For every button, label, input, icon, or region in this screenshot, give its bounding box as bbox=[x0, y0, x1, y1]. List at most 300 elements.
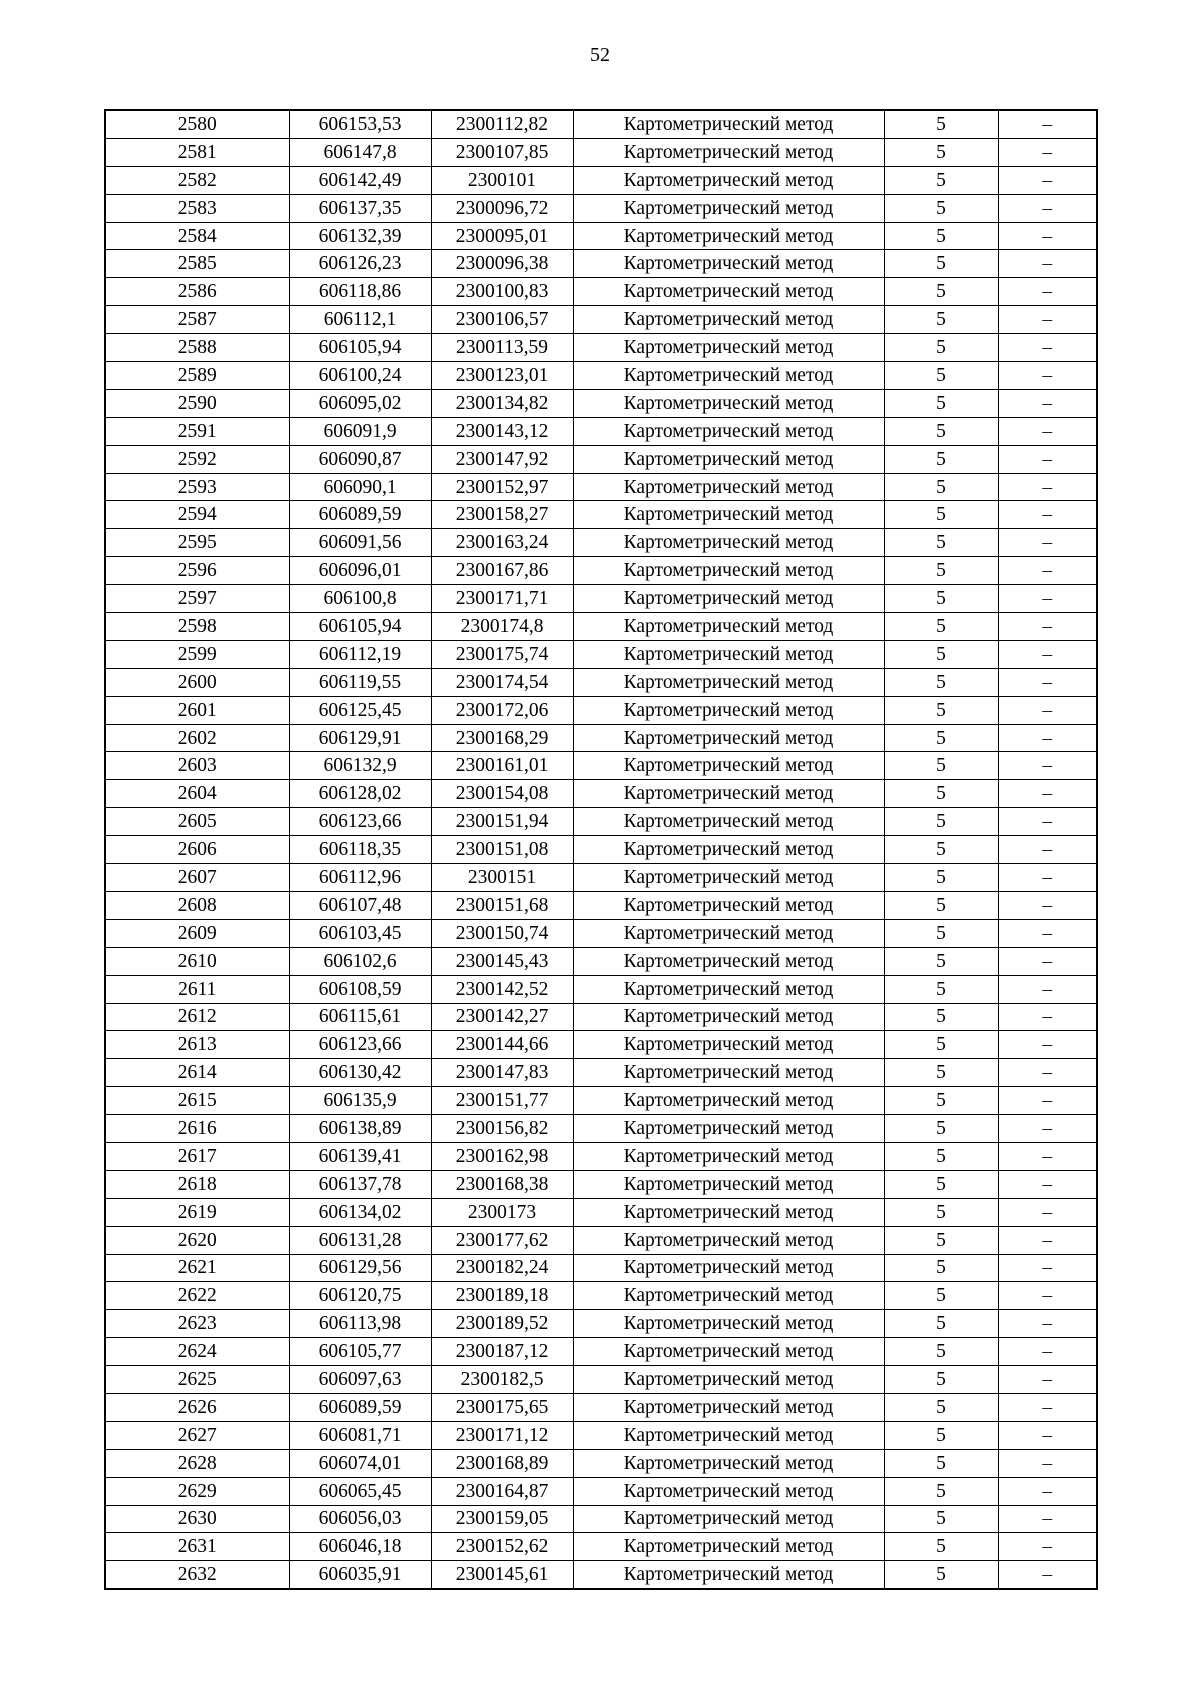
x-coordinate-cell: 606130,42 bbox=[289, 1059, 431, 1087]
y-coordinate-cell: 2300175,65 bbox=[431, 1393, 573, 1421]
table-row bbox=[105, 362, 1097, 390]
method-cell: Картометрический метод bbox=[573, 501, 884, 529]
method-cell: Картометрический метод bbox=[573, 947, 884, 975]
y-coordinate-cell: 2300151 bbox=[431, 864, 573, 892]
y-coordinate-cell: 2300152,97 bbox=[431, 473, 573, 501]
y-coordinate-cell: 2300175,74 bbox=[431, 640, 573, 668]
method-cell: Картометрический метод bbox=[573, 110, 884, 138]
x-coordinate-cell: 606125,45 bbox=[289, 696, 431, 724]
accuracy-cell: 5 bbox=[884, 613, 998, 641]
point-number-cell: 2624 bbox=[105, 1338, 289, 1366]
table-row bbox=[105, 334, 1097, 362]
accuracy-cell: 5 bbox=[884, 668, 998, 696]
table-row bbox=[105, 1449, 1097, 1477]
note-cell: – bbox=[998, 1533, 1097, 1561]
point-number-cell: 2594 bbox=[105, 501, 289, 529]
accuracy-cell: 5 bbox=[884, 919, 998, 947]
y-coordinate-cell: 2300174,8 bbox=[431, 613, 573, 641]
table-row bbox=[105, 668, 1097, 696]
x-coordinate-cell: 606129,56 bbox=[289, 1254, 431, 1282]
method-cell: Картометрический метод bbox=[573, 334, 884, 362]
point-number-cell: 2621 bbox=[105, 1254, 289, 1282]
accuracy-cell: 5 bbox=[884, 836, 998, 864]
note-cell: – bbox=[998, 306, 1097, 334]
table-row bbox=[105, 1170, 1097, 1198]
y-coordinate-cell: 2300182,24 bbox=[431, 1254, 573, 1282]
point-number-cell: 2601 bbox=[105, 696, 289, 724]
method-cell: Картометрический метод bbox=[573, 919, 884, 947]
x-coordinate-cell: 606113,98 bbox=[289, 1310, 431, 1338]
table-row bbox=[105, 1505, 1097, 1533]
x-coordinate-cell: 606105,94 bbox=[289, 613, 431, 641]
accuracy-cell: 5 bbox=[884, 250, 998, 278]
note-cell: – bbox=[998, 724, 1097, 752]
accuracy-cell: 5 bbox=[884, 1254, 998, 1282]
point-number-cell: 2607 bbox=[105, 864, 289, 892]
x-coordinate-cell: 606153,53 bbox=[289, 110, 431, 138]
x-coordinate-cell: 606128,02 bbox=[289, 780, 431, 808]
note-cell: – bbox=[998, 836, 1097, 864]
point-number-cell: 2592 bbox=[105, 445, 289, 473]
method-cell: Картометрический метод bbox=[573, 724, 884, 752]
table-row bbox=[105, 1310, 1097, 1338]
accuracy-cell: 5 bbox=[884, 1533, 998, 1561]
accuracy-cell: 5 bbox=[884, 947, 998, 975]
accuracy-cell: 5 bbox=[884, 780, 998, 808]
y-coordinate-cell: 2300144,66 bbox=[431, 1031, 573, 1059]
accuracy-cell: 5 bbox=[884, 473, 998, 501]
table-row bbox=[105, 752, 1097, 780]
method-cell: Картометрический метод bbox=[573, 306, 884, 334]
table-row bbox=[105, 166, 1097, 194]
accuracy-cell: 5 bbox=[884, 222, 998, 250]
note-cell: – bbox=[998, 864, 1097, 892]
method-cell: Картометрический метод bbox=[573, 138, 884, 166]
note-cell: – bbox=[998, 557, 1097, 585]
x-coordinate-cell: 606138,89 bbox=[289, 1115, 431, 1143]
table-row bbox=[105, 529, 1097, 557]
y-coordinate-cell: 2300164,87 bbox=[431, 1477, 573, 1505]
point-number-cell: 2616 bbox=[105, 1115, 289, 1143]
method-cell: Картометрический метод bbox=[573, 1115, 884, 1143]
accuracy-cell: 5 bbox=[884, 1477, 998, 1505]
accuracy-cell: 5 bbox=[884, 1031, 998, 1059]
coordinates-table bbox=[104, 109, 1098, 1590]
table-row bbox=[105, 138, 1097, 166]
note-cell: – bbox=[998, 1393, 1097, 1421]
y-coordinate-cell: 2300134,82 bbox=[431, 389, 573, 417]
point-number-cell: 2587 bbox=[105, 306, 289, 334]
accuracy-cell: 5 bbox=[884, 501, 998, 529]
note-cell: – bbox=[998, 166, 1097, 194]
method-cell: Картометрический метод bbox=[573, 1449, 884, 1477]
method-cell: Картометрический метод bbox=[573, 836, 884, 864]
x-coordinate-cell: 606096,01 bbox=[289, 557, 431, 585]
note-cell: – bbox=[998, 808, 1097, 836]
y-coordinate-cell: 2300177,62 bbox=[431, 1226, 573, 1254]
table-row bbox=[105, 278, 1097, 306]
coordinates-table-body bbox=[105, 110, 1097, 1589]
y-coordinate-cell: 2300100,83 bbox=[431, 278, 573, 306]
x-coordinate-cell: 606134,02 bbox=[289, 1198, 431, 1226]
accuracy-cell: 5 bbox=[884, 1059, 998, 1087]
x-coordinate-cell: 606137,78 bbox=[289, 1170, 431, 1198]
method-cell: Картометрический метод bbox=[573, 557, 884, 585]
accuracy-cell: 5 bbox=[884, 724, 998, 752]
method-cell: Картометрический метод bbox=[573, 1533, 884, 1561]
x-coordinate-cell: 606102,6 bbox=[289, 947, 431, 975]
note-cell: – bbox=[998, 389, 1097, 417]
x-coordinate-cell: 606107,48 bbox=[289, 891, 431, 919]
table-row bbox=[105, 1282, 1097, 1310]
y-coordinate-cell: 2300152,62 bbox=[431, 1533, 573, 1561]
method-cell: Картометрический метод bbox=[573, 668, 884, 696]
method-cell: Картометрический метод bbox=[573, 1087, 884, 1115]
x-coordinate-cell: 606090,1 bbox=[289, 473, 431, 501]
table-row bbox=[105, 250, 1097, 278]
note-cell: – bbox=[998, 891, 1097, 919]
accuracy-cell: 5 bbox=[884, 389, 998, 417]
x-coordinate-cell: 606132,39 bbox=[289, 222, 431, 250]
x-coordinate-cell: 606120,75 bbox=[289, 1282, 431, 1310]
accuracy-cell: 5 bbox=[884, 696, 998, 724]
point-number-cell: 2586 bbox=[105, 278, 289, 306]
point-number-cell: 2598 bbox=[105, 613, 289, 641]
accuracy-cell: 5 bbox=[884, 975, 998, 1003]
table-row bbox=[105, 1477, 1097, 1505]
method-cell: Картометрический метод bbox=[573, 1031, 884, 1059]
point-number-cell: 2618 bbox=[105, 1170, 289, 1198]
y-coordinate-cell: 2300113,59 bbox=[431, 334, 573, 362]
table-row bbox=[105, 1115, 1097, 1143]
note-cell: – bbox=[998, 1059, 1097, 1087]
accuracy-cell: 5 bbox=[884, 1142, 998, 1170]
page-number: 52 bbox=[590, 44, 610, 66]
point-number-cell: 2600 bbox=[105, 668, 289, 696]
note-cell: – bbox=[998, 1142, 1097, 1170]
y-coordinate-cell: 2300151,68 bbox=[431, 891, 573, 919]
y-coordinate-cell: 2300096,72 bbox=[431, 194, 573, 222]
point-number-cell: 2630 bbox=[105, 1505, 289, 1533]
point-number-cell: 2593 bbox=[105, 473, 289, 501]
note-cell: – bbox=[998, 194, 1097, 222]
point-number-cell: 2629 bbox=[105, 1477, 289, 1505]
y-coordinate-cell: 2300142,27 bbox=[431, 1003, 573, 1031]
table-row bbox=[105, 473, 1097, 501]
y-coordinate-cell: 2300162,98 bbox=[431, 1142, 573, 1170]
x-coordinate-cell: 606100,8 bbox=[289, 585, 431, 613]
x-coordinate-cell: 606105,94 bbox=[289, 334, 431, 362]
table-row bbox=[105, 696, 1097, 724]
note-cell: – bbox=[998, 529, 1097, 557]
accuracy-cell: 5 bbox=[884, 1393, 998, 1421]
accuracy-cell: 5 bbox=[884, 306, 998, 334]
accuracy-cell: 5 bbox=[884, 1087, 998, 1115]
x-coordinate-cell: 606091,9 bbox=[289, 417, 431, 445]
table-row bbox=[105, 1031, 1097, 1059]
method-cell: Картометрический метод bbox=[573, 1366, 884, 1394]
table-row bbox=[105, 613, 1097, 641]
x-coordinate-cell: 606046,18 bbox=[289, 1533, 431, 1561]
x-coordinate-cell: 606126,23 bbox=[289, 250, 431, 278]
note-cell: – bbox=[998, 696, 1097, 724]
x-coordinate-cell: 606137,35 bbox=[289, 194, 431, 222]
y-coordinate-cell: 2300095,01 bbox=[431, 222, 573, 250]
note-cell: – bbox=[998, 1170, 1097, 1198]
y-coordinate-cell: 2300168,38 bbox=[431, 1170, 573, 1198]
y-coordinate-cell: 2300147,92 bbox=[431, 445, 573, 473]
table-row bbox=[105, 780, 1097, 808]
note-cell: – bbox=[998, 1505, 1097, 1533]
accuracy-cell: 5 bbox=[884, 1449, 998, 1477]
note-cell: – bbox=[998, 278, 1097, 306]
table-row bbox=[105, 557, 1097, 585]
table-row bbox=[105, 306, 1097, 334]
table-row bbox=[105, 1087, 1097, 1115]
note-cell: – bbox=[998, 613, 1097, 641]
x-coordinate-cell: 606132,9 bbox=[289, 752, 431, 780]
accuracy-cell: 5 bbox=[884, 194, 998, 222]
x-coordinate-cell: 606129,91 bbox=[289, 724, 431, 752]
accuracy-cell: 5 bbox=[884, 1310, 998, 1338]
y-coordinate-cell: 2300154,08 bbox=[431, 780, 573, 808]
method-cell: Картометрический метод bbox=[573, 1421, 884, 1449]
table-row bbox=[105, 1533, 1097, 1561]
table-row bbox=[105, 864, 1097, 892]
table-row bbox=[105, 1254, 1097, 1282]
table-row bbox=[105, 891, 1097, 919]
y-coordinate-cell: 2300174,54 bbox=[431, 668, 573, 696]
x-coordinate-cell: 606090,87 bbox=[289, 445, 431, 473]
note-cell: – bbox=[998, 640, 1097, 668]
x-coordinate-cell: 606035,91 bbox=[289, 1561, 431, 1589]
table-row bbox=[105, 1366, 1097, 1394]
table-row bbox=[105, 194, 1097, 222]
y-coordinate-cell: 2300168,29 bbox=[431, 724, 573, 752]
note-cell: – bbox=[998, 362, 1097, 390]
method-cell: Картометрический метод bbox=[573, 864, 884, 892]
accuracy-cell: 5 bbox=[884, 417, 998, 445]
method-cell: Картометрический метод bbox=[573, 445, 884, 473]
x-coordinate-cell: 606119,55 bbox=[289, 668, 431, 696]
note-cell: – bbox=[998, 222, 1097, 250]
note-cell: – bbox=[998, 1198, 1097, 1226]
note-cell: – bbox=[998, 1310, 1097, 1338]
accuracy-cell: 5 bbox=[884, 1115, 998, 1143]
accuracy-cell: 5 bbox=[884, 752, 998, 780]
table-row bbox=[105, 724, 1097, 752]
accuracy-cell: 5 bbox=[884, 640, 998, 668]
accuracy-cell: 5 bbox=[884, 334, 998, 362]
method-cell: Картометрический метод bbox=[573, 1393, 884, 1421]
method-cell: Картометрический метод bbox=[573, 1338, 884, 1366]
table-row bbox=[105, 836, 1097, 864]
point-number-cell: 2595 bbox=[105, 529, 289, 557]
x-coordinate-cell: 606081,71 bbox=[289, 1421, 431, 1449]
note-cell: – bbox=[998, 445, 1097, 473]
table-row bbox=[105, 640, 1097, 668]
method-cell: Картометрический метод bbox=[573, 362, 884, 390]
note-cell: – bbox=[998, 1031, 1097, 1059]
x-coordinate-cell: 606105,77 bbox=[289, 1338, 431, 1366]
y-coordinate-cell: 2300167,86 bbox=[431, 557, 573, 585]
accuracy-cell: 5 bbox=[884, 585, 998, 613]
x-coordinate-cell: 606142,49 bbox=[289, 166, 431, 194]
accuracy-cell: 5 bbox=[884, 891, 998, 919]
y-coordinate-cell: 2300123,01 bbox=[431, 362, 573, 390]
y-coordinate-cell: 2300172,06 bbox=[431, 696, 573, 724]
y-coordinate-cell: 2300159,05 bbox=[431, 1505, 573, 1533]
y-coordinate-cell: 2300145,61 bbox=[431, 1561, 573, 1589]
accuracy-cell: 5 bbox=[884, 1003, 998, 1031]
method-cell: Картометрический метод bbox=[573, 417, 884, 445]
note-cell: – bbox=[998, 1254, 1097, 1282]
accuracy-cell: 5 bbox=[884, 138, 998, 166]
method-cell: Картометрический метод bbox=[573, 1003, 884, 1031]
note-cell: – bbox=[998, 250, 1097, 278]
note-cell: – bbox=[998, 585, 1097, 613]
note-cell: – bbox=[998, 1421, 1097, 1449]
accuracy-cell: 5 bbox=[884, 166, 998, 194]
table-row bbox=[105, 1226, 1097, 1254]
method-cell: Картометрический метод bbox=[573, 891, 884, 919]
x-coordinate-cell: 606103,45 bbox=[289, 919, 431, 947]
point-number-cell: 2628 bbox=[105, 1449, 289, 1477]
method-cell: Картометрический метод bbox=[573, 1226, 884, 1254]
point-number-cell: 2627 bbox=[105, 1421, 289, 1449]
note-cell: – bbox=[998, 1003, 1097, 1031]
note-cell: – bbox=[998, 752, 1097, 780]
table-row bbox=[105, 1393, 1097, 1421]
y-coordinate-cell: 2300107,85 bbox=[431, 138, 573, 166]
table-row bbox=[105, 1561, 1097, 1589]
accuracy-cell: 5 bbox=[884, 529, 998, 557]
table-row bbox=[105, 975, 1097, 1003]
x-coordinate-cell: 606139,41 bbox=[289, 1142, 431, 1170]
y-coordinate-cell: 2300161,01 bbox=[431, 752, 573, 780]
y-coordinate-cell: 2300156,82 bbox=[431, 1115, 573, 1143]
point-number-cell: 2632 bbox=[105, 1561, 289, 1589]
x-coordinate-cell: 606112,19 bbox=[289, 640, 431, 668]
table-row bbox=[105, 445, 1097, 473]
point-number-cell: 2622 bbox=[105, 1282, 289, 1310]
method-cell: Картометрический метод bbox=[573, 780, 884, 808]
point-number-cell: 2589 bbox=[105, 362, 289, 390]
method-cell: Картометрический метод bbox=[573, 585, 884, 613]
note-cell: – bbox=[998, 668, 1097, 696]
method-cell: Картометрический метод bbox=[573, 1561, 884, 1589]
x-coordinate-cell: 606135,9 bbox=[289, 1087, 431, 1115]
accuracy-cell: 5 bbox=[884, 1226, 998, 1254]
table-row bbox=[105, 389, 1097, 417]
point-number-cell: 2588 bbox=[105, 334, 289, 362]
x-coordinate-cell: 606112,1 bbox=[289, 306, 431, 334]
note-cell: – bbox=[998, 473, 1097, 501]
y-coordinate-cell: 2300173 bbox=[431, 1198, 573, 1226]
method-cell: Картометрический метод bbox=[573, 389, 884, 417]
y-coordinate-cell: 2300143,12 bbox=[431, 417, 573, 445]
accuracy-cell: 5 bbox=[884, 445, 998, 473]
accuracy-cell: 5 bbox=[884, 557, 998, 585]
y-coordinate-cell: 2300163,24 bbox=[431, 529, 573, 557]
point-number-cell: 2596 bbox=[105, 557, 289, 585]
point-number-cell: 2606 bbox=[105, 836, 289, 864]
point-number-cell: 2623 bbox=[105, 1310, 289, 1338]
point-number-cell: 2604 bbox=[105, 780, 289, 808]
point-number-cell: 2608 bbox=[105, 891, 289, 919]
x-coordinate-cell: 606089,59 bbox=[289, 1393, 431, 1421]
point-number-cell: 2602 bbox=[105, 724, 289, 752]
method-cell: Картометрический метод bbox=[573, 166, 884, 194]
x-coordinate-cell: 606123,66 bbox=[289, 1031, 431, 1059]
method-cell: Картометрический метод bbox=[573, 640, 884, 668]
point-number-cell: 2612 bbox=[105, 1003, 289, 1031]
method-cell: Картометрический метод bbox=[573, 1254, 884, 1282]
point-number-cell: 2626 bbox=[105, 1393, 289, 1421]
note-cell: – bbox=[998, 1282, 1097, 1310]
table-row bbox=[105, 222, 1097, 250]
method-cell: Картометрический метод bbox=[573, 1477, 884, 1505]
x-coordinate-cell: 606100,24 bbox=[289, 362, 431, 390]
y-coordinate-cell: 2300142,52 bbox=[431, 975, 573, 1003]
x-coordinate-cell: 606118,35 bbox=[289, 836, 431, 864]
x-coordinate-cell: 606091,56 bbox=[289, 529, 431, 557]
note-cell: – bbox=[998, 1561, 1097, 1589]
point-number-cell: 2610 bbox=[105, 947, 289, 975]
y-coordinate-cell: 2300189,52 bbox=[431, 1310, 573, 1338]
note-cell: – bbox=[998, 919, 1097, 947]
method-cell: Картометрический метод bbox=[573, 1170, 884, 1198]
method-cell: Картометрический метод bbox=[573, 529, 884, 557]
note-cell: – bbox=[998, 1115, 1097, 1143]
point-number-cell: 2613 bbox=[105, 1031, 289, 1059]
accuracy-cell: 5 bbox=[884, 1561, 998, 1589]
x-coordinate-cell: 606112,96 bbox=[289, 864, 431, 892]
accuracy-cell: 5 bbox=[884, 278, 998, 306]
method-cell: Картометрический метод bbox=[573, 1198, 884, 1226]
method-cell: Картометрический метод bbox=[573, 1142, 884, 1170]
accuracy-cell: 5 bbox=[884, 808, 998, 836]
point-number-cell: 2605 bbox=[105, 808, 289, 836]
accuracy-cell: 5 bbox=[884, 1282, 998, 1310]
y-coordinate-cell: 2300168,89 bbox=[431, 1449, 573, 1477]
y-coordinate-cell: 2300151,08 bbox=[431, 836, 573, 864]
note-cell: – bbox=[998, 947, 1097, 975]
table-row bbox=[105, 919, 1097, 947]
method-cell: Картометрический метод bbox=[573, 752, 884, 780]
y-coordinate-cell: 2300151,77 bbox=[431, 1087, 573, 1115]
method-cell: Картометрический метод bbox=[573, 222, 884, 250]
y-coordinate-cell: 2300150,74 bbox=[431, 919, 573, 947]
point-number-cell: 2583 bbox=[105, 194, 289, 222]
y-coordinate-cell: 2300187,12 bbox=[431, 1338, 573, 1366]
method-cell: Картометрический метод bbox=[573, 250, 884, 278]
point-number-cell: 2581 bbox=[105, 138, 289, 166]
accuracy-cell: 5 bbox=[884, 1421, 998, 1449]
x-coordinate-cell: 606115,61 bbox=[289, 1003, 431, 1031]
note-cell: – bbox=[998, 1226, 1097, 1254]
point-number-cell: 2619 bbox=[105, 1198, 289, 1226]
table-row bbox=[105, 1198, 1097, 1226]
point-number-cell: 2590 bbox=[105, 389, 289, 417]
point-number-cell: 2585 bbox=[105, 250, 289, 278]
x-coordinate-cell: 606095,02 bbox=[289, 389, 431, 417]
accuracy-cell: 5 bbox=[884, 864, 998, 892]
accuracy-cell: 5 bbox=[884, 362, 998, 390]
accuracy-cell: 5 bbox=[884, 110, 998, 138]
x-coordinate-cell: 606131,28 bbox=[289, 1226, 431, 1254]
note-cell: – bbox=[998, 501, 1097, 529]
